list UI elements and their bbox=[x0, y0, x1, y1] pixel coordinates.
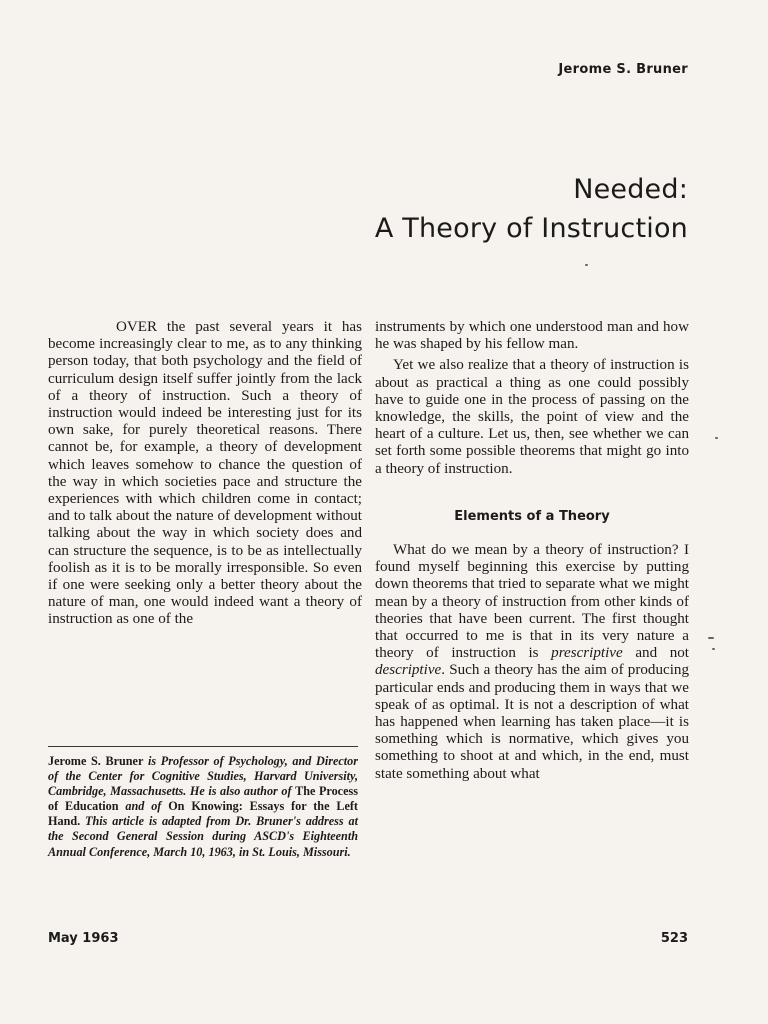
footnote-book-title: The Process of Education bbox=[48, 784, 358, 814]
page-number: 523 bbox=[660, 931, 688, 946]
footer-date: May 1963 bbox=[48, 931, 119, 946]
body-paragraph: Yet we also realize that a theory of instruction is about as practical a thing as one could possibly have to guide one in the process of passing on the knowledge, the skills, the point of view and the heart of a culture. Let us, then, see whether we can set forth some possible theorems that might go into a theory of instruction. bbox=[375, 357, 689, 477]
body-paragraph: OVER the past several years it has become increasingly clear to me, as to any thinking person today, that both psychology and the field of curriculum design itself suffer jointly from the lack of a theory of instruction. Such a theory of instruction would indeed be interesting just for its own sake, for purely theoretical reasons. There cannot be, for example, a theory of development which leaves somehow to chance the question of the way in which societies pace and structure the experiences with which children come in contact; and to talk about the nature of development without talking about the way in which society does and can structure the sequence, is to be as intellectually foolish as it is to be morally irresponsible. So even if one were seeking only a better theory about the nature of man, one would indeed want a theory of instruction as one of the bbox=[48, 319, 362, 628]
emphasis-descriptive: descriptive bbox=[375, 662, 442, 679]
speck bbox=[712, 648, 715, 650]
speck bbox=[585, 264, 588, 266]
article-title bbox=[375, 170, 688, 248]
running-head-author: Jerome S. Bruner bbox=[558, 62, 688, 77]
emphasis-prescriptive: prescriptive bbox=[551, 645, 623, 662]
title-line-2: A Theory of Instruction bbox=[374, 213, 688, 244]
text-run: What do we mean by a theory of instruction? I found myself beginning this exercise by putting down theorems that tried to separate what we might mean by a theory of instruction from other kinds of theories that have been current. The first thought that occurred to me is that in its very nature a theory of instruction is bbox=[375, 542, 689, 662]
footnote-text: is Professor of Psychology, and Director of the Center for Cognitive Studies, Harvard University, Cambridge, Massachusetts. He is also author of bbox=[48, 754, 358, 799]
footnote-book-title: On Knowing: Essays for the Left Hand. bbox=[48, 799, 358, 829]
section-heading: Elements of a Theory bbox=[454, 508, 610, 524]
footnote-text: This article is adapted from Dr. Bruner's address at the Second General Session during ASCD's Eighteenth Annual Conference, March 10, 1963, in St. Louis, Missouri. bbox=[48, 814, 358, 859]
footnote-divider bbox=[48, 746, 358, 747]
title-line-1: Needed: bbox=[573, 174, 688, 205]
speck bbox=[708, 637, 714, 639]
author-footnote bbox=[48, 754, 358, 860]
speck bbox=[715, 437, 718, 439]
text-run: . Such a theory has the aim of producing particular ends and producing them in ways that we speak of as optimal. It is not a description of what has happened when learning has taken place—it is something which is normative, which gives you something to shoot at and which, in the end, must state something about what bbox=[375, 662, 689, 782]
footnote-text: and of bbox=[118, 799, 169, 814]
left-column bbox=[48, 319, 362, 629]
right-column bbox=[375, 319, 689, 783]
body-paragraph: instruments by which one understood man and how he was shaped by his fellow man. bbox=[375, 319, 689, 353]
text-run: and not bbox=[622, 645, 689, 662]
footnote-author-name: Jerome S. Bruner bbox=[48, 754, 144, 768]
body-paragraph bbox=[375, 542, 689, 783]
